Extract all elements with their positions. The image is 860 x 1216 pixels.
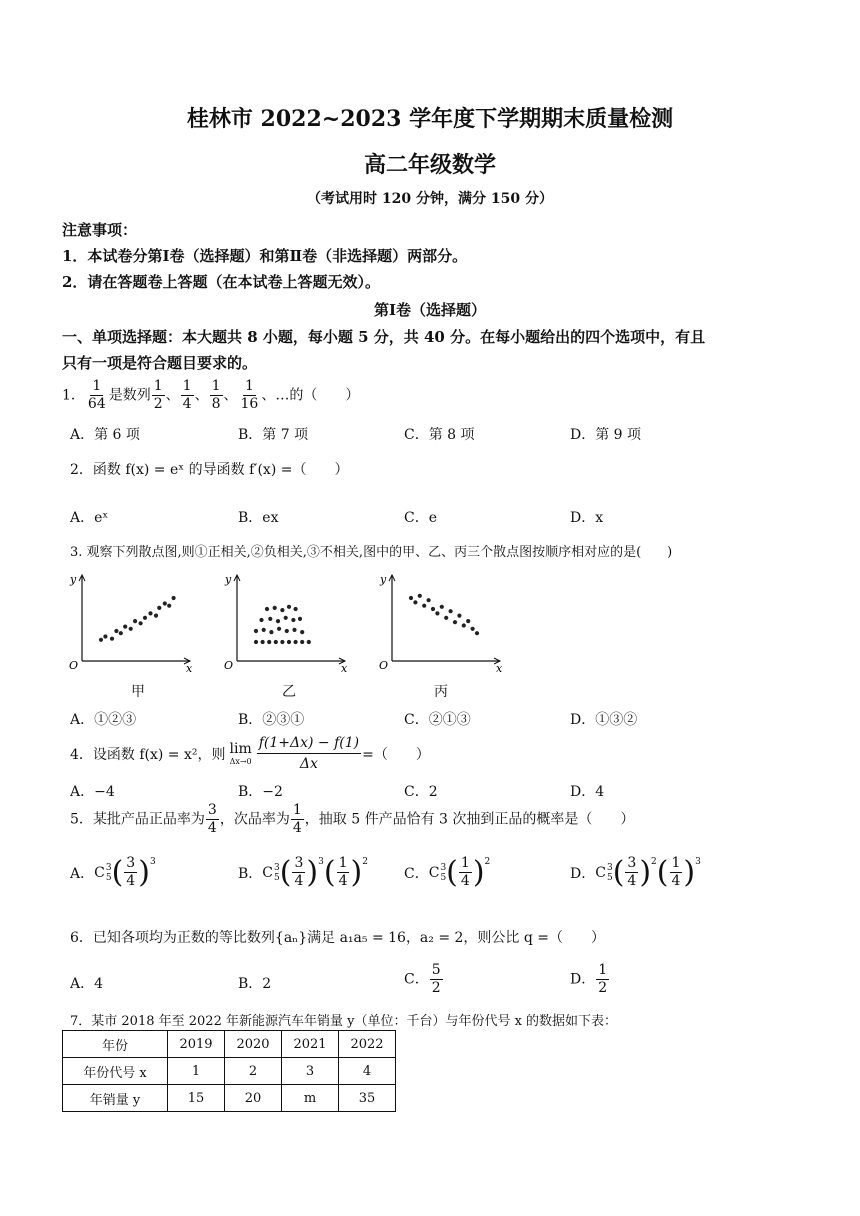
section-instruction-1: 一、单项选择题：本大题共 8 小题，每小题 5 分，共 40 分。在每小题给出的四个选项中，有且	[62, 328, 706, 346]
scatter-point	[262, 628, 266, 632]
scatter-point	[99, 638, 103, 642]
scatter-point	[254, 640, 258, 644]
origin-label: O	[224, 659, 234, 672]
scatter-point	[129, 627, 133, 631]
scatter-point	[148, 611, 152, 615]
scatter-point	[123, 625, 127, 629]
plot-label-yi: 乙	[282, 684, 296, 700]
q4-limit: lim Δx→0	[229, 740, 252, 766]
scatter-point	[172, 596, 176, 600]
table-cell: 2019	[168, 1031, 225, 1058]
scatter-point	[409, 596, 413, 600]
scatter-point	[163, 601, 167, 605]
q6-option-c: C． $\frac{5}{2}$	[404, 962, 441, 996]
scatter-point	[268, 617, 272, 621]
scatter-point	[274, 640, 278, 644]
q3-option-a: A．①②③	[70, 712, 137, 728]
x-axis-label: x	[186, 662, 193, 675]
q1-seq-term-3: $\frac{1}{8}$	[211, 378, 221, 412]
q4-fraction: $\frac{f(1+\Delta x) - f(1)}{\Delta x}$	[258, 735, 360, 772]
q5-frac-good: $\frac{3}{4}$	[207, 802, 217, 836]
q1-option-b: B．第 7 项	[238, 427, 309, 443]
scatter-point	[449, 609, 453, 613]
scatter-point	[267, 640, 271, 644]
scatter-point	[119, 631, 123, 635]
exam-info: （考试用时 120 分钟，满分 150 分）	[307, 191, 553, 207]
table-cell: 35	[339, 1085, 396, 1112]
table-cell: 20	[225, 1085, 282, 1112]
scatter-point	[435, 611, 439, 615]
y-axis-label: y	[380, 573, 387, 586]
question-3: 3. 观察下列散点图,则①正相关,②负相关,③不相关,图中的甲、乙、丙三个散点图按顺序相对应的是( )	[70, 545, 673, 560]
question-7: 7．某市 2018 年至 2022 年新能源汽车年销量 y（单位：千台）与年份代号 x 的数据如下表：	[70, 1014, 618, 1029]
notes-item-1: 1．本试卷分第Ⅰ卷（选择题）和第Ⅱ卷（非选择题）两部分。	[62, 247, 468, 265]
q2-option-c: C．e	[404, 510, 437, 526]
scatter-point	[418, 594, 422, 598]
scatter-point	[273, 606, 277, 610]
scatter-point	[444, 616, 448, 620]
scatter-point	[280, 640, 284, 644]
scatter-point	[114, 629, 118, 633]
q1-seq-term-4: $\frac{1}{16}$	[240, 378, 259, 412]
scatter-point	[285, 629, 289, 633]
scatter-point	[139, 621, 143, 625]
scatter-point	[269, 630, 273, 634]
scatter-point	[259, 618, 263, 622]
question-1: 1． $\frac{1}{64}$ 是数列 $\frac{1}{2}$ 、 $\frac{1}{4}$ 、 $\frac{1}{8}$ 、 $\frac{1}{16}$ 、…的（ ）	[62, 378, 360, 412]
table-cell: 15	[168, 1085, 225, 1112]
q4-option-a: A．−4	[70, 784, 115, 800]
question-4	[70, 733, 430, 774]
scatter-point	[265, 607, 269, 611]
section-instruction-2: 只有一项是符合题目要求的。	[62, 354, 258, 372]
q5-option-a: A． C 3 5 ( $\frac{3}{4}$ ) 3	[70, 854, 156, 890]
scatter-point	[422, 604, 426, 608]
table-row	[63, 1031, 396, 1058]
q2-option-a: A．eˣ	[70, 510, 109, 526]
scatter-point	[154, 614, 158, 618]
table-cell: 2020	[225, 1031, 282, 1058]
table-cell: 1	[168, 1058, 225, 1085]
q1-option-a: A．第 6 项	[70, 427, 140, 443]
exam-subtitle: 高二年级数学	[363, 152, 496, 178]
scatter-point	[291, 618, 295, 622]
scatter-point	[307, 640, 311, 644]
q2-option-b: B．ex	[238, 510, 279, 526]
y-axis-label: y	[70, 573, 77, 586]
x-axis-label: x	[496, 662, 503, 675]
q1-lead-fraction: $\frac{1}{64}$	[87, 378, 106, 412]
q3-option-c: C．②①③	[404, 712, 471, 728]
question-5: 5．某批产品正品率为 $\frac{3}{4}$ ，次品率为 $\frac{1}{4}$ ，抽取 5 件产品恰有 3 次抽到正品的概率是（ ）	[70, 802, 635, 836]
table-cell: 2	[225, 1058, 282, 1085]
table-row	[63, 1085, 396, 1112]
scatter-point	[167, 604, 171, 608]
scatter-point	[294, 607, 298, 611]
origin-label: O	[379, 659, 389, 672]
q7-data-table	[62, 1030, 396, 1112]
table-row	[63, 1058, 396, 1085]
scatter-point	[440, 605, 444, 609]
scatter-point	[427, 598, 431, 602]
scatter-point	[471, 627, 475, 631]
scatter-point	[462, 623, 466, 627]
scatter-point	[103, 634, 107, 638]
scatter-point	[294, 640, 298, 644]
scatter-point	[453, 620, 457, 624]
table-cell: 2021	[282, 1031, 339, 1058]
scatter-point	[298, 617, 302, 621]
q6-option-a: A．4	[70, 976, 104, 992]
q3-option-d: D．①③②	[570, 712, 638, 728]
q4-option-c: C．2	[404, 784, 438, 800]
scatter-point	[157, 606, 161, 610]
scatter-point	[143, 616, 147, 620]
q2-option-d: D．x	[570, 510, 604, 526]
scatter-point	[287, 640, 291, 644]
q6-option-b: B．2	[238, 976, 272, 992]
scatter-point	[287, 605, 291, 609]
table-cell: 年份代号 x	[63, 1058, 168, 1085]
table-cell: 2022	[339, 1031, 396, 1058]
q3-option-b: B．②③①	[238, 712, 305, 728]
q1-text-2: 、…的（ ）	[261, 387, 360, 404]
q1-text-1: 是数列	[108, 387, 151, 404]
q5-option-b: B． C 3 5 ( $\frac{3}{4}$ ) 3 ( $\frac{1}{4}$ ) 2	[238, 854, 368, 890]
table-cell: m	[282, 1085, 339, 1112]
question-6: 6．已知各项均为正数的等比数列{aₙ}满足 a₁a₅ = 16，a₂ = 2，则公比 q =（ ）	[70, 930, 606, 946]
scatter-point	[292, 628, 296, 632]
q1-seq-term-2: $\frac{1}{4}$	[182, 378, 192, 412]
q5-frac-defect: $\frac{1}{4}$	[292, 802, 302, 836]
q6-option-d: D． $\frac{1}{2}$	[570, 962, 608, 996]
scatter-point	[261, 640, 265, 644]
q1-option-c: C．第 8 项	[404, 427, 475, 443]
scatter-point	[413, 600, 417, 604]
q1-seq-term-1: $\frac{1}{2}$	[153, 378, 163, 412]
scatter-point	[457, 614, 461, 618]
scatter-point	[276, 619, 280, 623]
scatter-point	[277, 627, 281, 631]
q4-option-b: B．−2	[238, 784, 283, 800]
table-cell: 年份	[63, 1031, 168, 1058]
plot-label-jia: 甲	[131, 684, 145, 700]
plot-label-bing: 丙	[434, 684, 448, 700]
scatter-point	[280, 608, 284, 612]
notes-heading: 注意事项：	[62, 221, 138, 239]
scatter-plot-bing	[370, 565, 510, 675]
scatter-point	[254, 629, 258, 633]
q1-number: 1．	[62, 387, 85, 404]
notes-item-2: 2．请在答题卷上答题（在本试卷上答题无效）。	[62, 273, 380, 291]
scatter-point	[475, 631, 479, 635]
scatter-point	[284, 616, 288, 620]
origin-label: O	[69, 659, 79, 672]
q4-option-d: D．4	[570, 784, 605, 800]
x-axis-label: x	[341, 662, 348, 675]
q4-text-post: =（ ）	[362, 746, 430, 763]
table-cell: 3	[282, 1058, 339, 1085]
volume-title: 第Ⅰ卷（选择题）	[373, 301, 487, 319]
question-2: 2．函数 f(x) = eˣ 的导函数 f′(x) =（ ）	[70, 462, 349, 478]
table-cell: 4	[339, 1058, 396, 1085]
table-cell: 年销量 y	[63, 1085, 168, 1112]
scatter-point	[300, 630, 304, 634]
q5-option-c: C． C 3 5 ( $\frac{1}{4}$ ) 2	[404, 854, 491, 890]
y-axis-label: y	[225, 573, 232, 586]
q4-text-pre: 4．设函数 f(x) = x²，则	[70, 746, 226, 763]
scatter-point	[466, 619, 470, 623]
scatter-point	[431, 607, 435, 611]
exam-title: 桂林市 2022~2023 学年度下学期期末质量检测	[186, 106, 674, 132]
q1-option-d: D．第 9 项	[570, 427, 642, 443]
scatter-plot-yi	[215, 565, 355, 675]
scatter-plot-jia	[60, 565, 200, 675]
scatter-point	[300, 640, 304, 644]
scatter-point	[110, 637, 114, 641]
scatter-point	[133, 619, 137, 623]
q5-option-d: D． C 3 5 ( $\frac{3}{4}$ ) 2 ( $\frac{1}{4}$ ) 3	[570, 854, 701, 890]
